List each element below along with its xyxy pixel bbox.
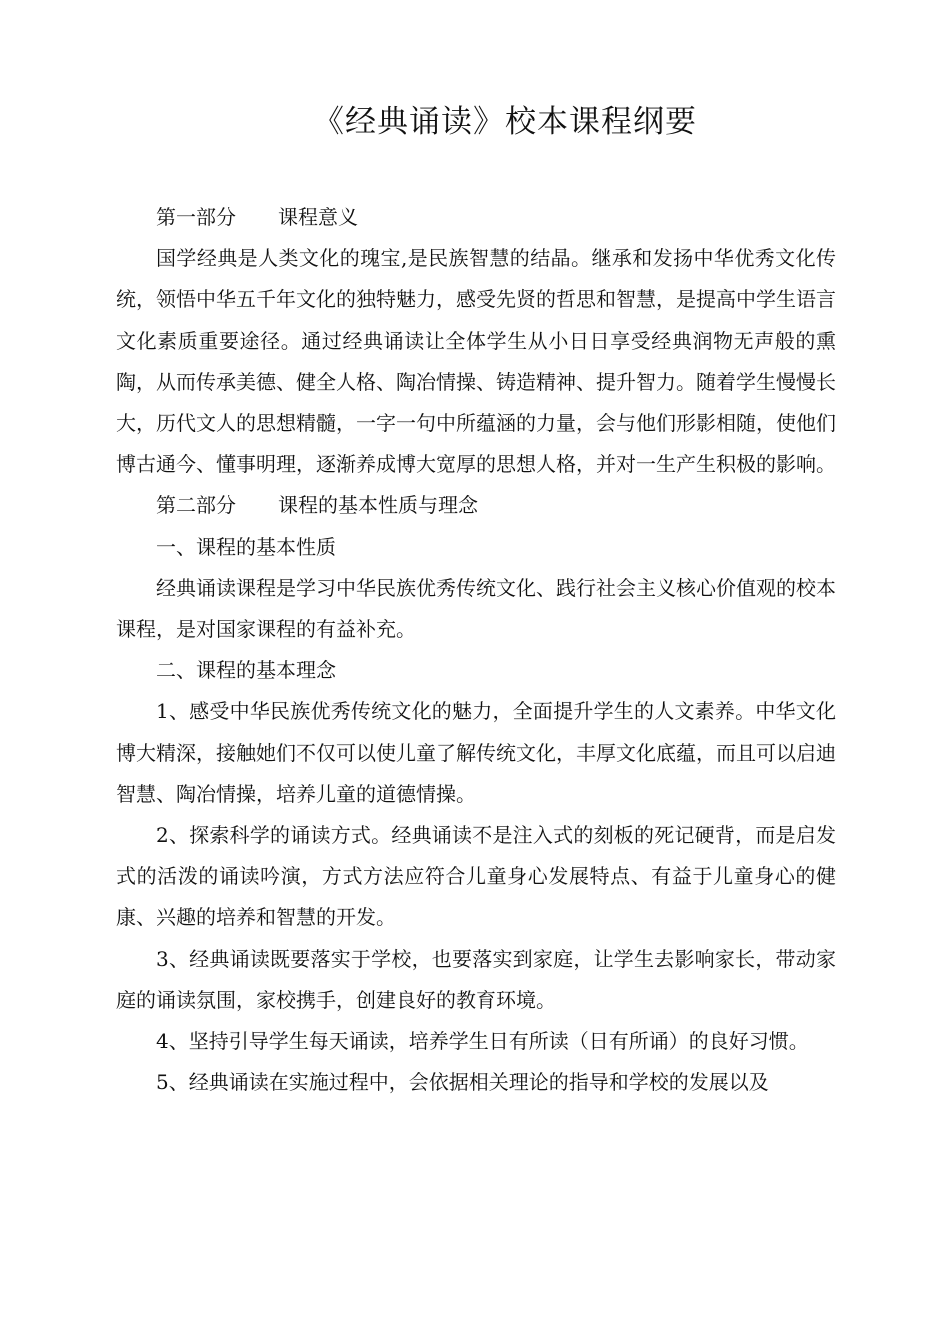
part2-label: 第二部分 [156,493,236,518]
section1-heading: 一、课程的基本性质 [156,534,336,559]
part2-title: 课程的基本性质与理念 [278,493,478,518]
section2-item-2: 2、探索科学的诵读方式。经典诵读不是注入式的刻板的死记硬背，而是启发式的活泼的诵读吟演，方式方法应符合儿童身心发展特点、有益于儿童身心的健康、兴趣的培养和智慧的开发。 [116,823,836,930]
section2-item-3: 3、经典诵读既要落实于学校，也要落实到家庭，让学生去影响家长，带动家庭的诵读氛围，家校携手，创建良好的教育环境。 [116,946,836,1012]
document-title: 《经典诵读》校本课程纲要 [313,104,697,140]
part2-heading [116,485,836,526]
document-body [116,197,836,1103]
section2-item-4: 4、坚持引导学生每天诵读，培养学生日有所读（日有所诵）的良好习惯。 [156,1029,809,1054]
part1-paragraph: 国学经典是人类文化的瑰宝,是民族智慧的结晶。继承和发扬中华优秀文化传统，领悟中华五千年文化的独特魅力，感受先贤的哲思和智慧，是提高中学生语言文化素质重要途径。通过经典诵读让全体学生从小日日享受经典润物无声般的熏陶，从而传承美德、健全人格、陶冶情操、铸造精神、提升智力。随着学生慢慢长大，历代文人的思想精髓，一字一句中所蕴涵的力量，会与他们形影相随，使他们博古通今、懂事明理，逐渐养成博大宽厚的思想人格，并对一生产生积极的影响。 [116,246,836,477]
section2-heading: 二、课程的基本理念 [156,658,336,683]
part1-title: 课程意义 [278,205,358,229]
section1-paragraph: 经典诵读课程是学习中华民族优秀传统文化、践行社会主义核心价值观的校本课程，是对国家课程的有益补充。 [116,575,836,642]
part1-heading [116,197,836,238]
section2-item-5: 5、经典诵读在实施过程中，会依据相关理论的指导和学校的发展以及 [156,1070,769,1095]
part1-label: 第一部分 [156,205,236,229]
section2-item-1: 1、感受中华民族优秀传统文化的魅力，全面提升学生的人文素养。中华文化博大精深，接触她们不仅可以使儿童了解传统文化，丰厚文化底蕴，而且可以启迪智慧、陶冶情操，培养儿童的道德情操。 [116,699,836,806]
